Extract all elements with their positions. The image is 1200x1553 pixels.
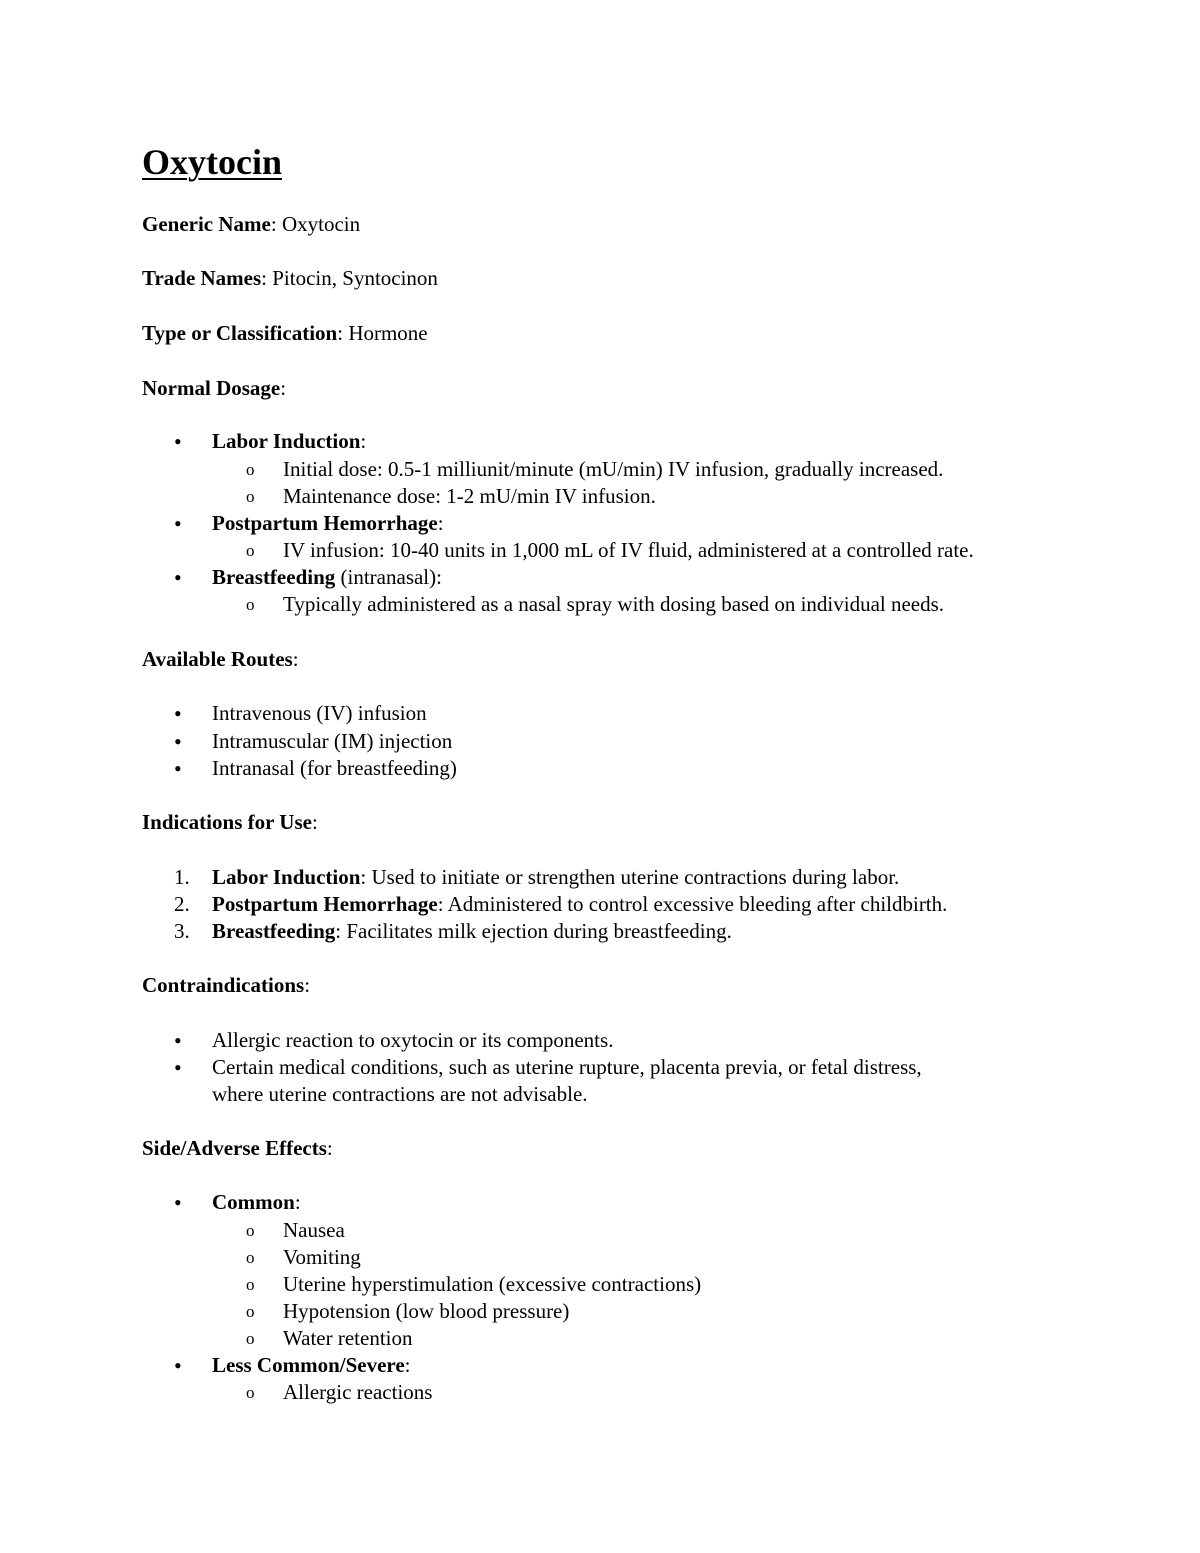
dosage-labor-subitem: Initial dose: 0.5-1 milliunit/minute (mU/min) IV infusion, gradually increased.: [283, 457, 944, 481]
circle-bullet-icon: o: [246, 487, 255, 506]
circle-bullet-icon: o: [246, 1302, 255, 1321]
classification-label: Type or Classification: [142, 321, 338, 345]
bullet-icon: •: [174, 1190, 182, 1215]
dosage-breastfeeding-subitem: Typically administered as a nasal spray with dosing based on individual needs.: [283, 592, 945, 616]
indications-heading: Indications for Use:: [142, 810, 318, 834]
list-number: 2.: [174, 892, 190, 916]
contraindication-item-continued: where uterine contractions are not advisable.: [212, 1082, 588, 1106]
bullet-icon: •: [174, 1353, 182, 1378]
routes-heading: Available Routes:: [142, 647, 299, 671]
effect-subitem: Hypotension (low blood pressure): [283, 1299, 570, 1323]
route-item: Intranasal (for breastfeeding): [212, 756, 457, 780]
list-number: 3.: [174, 919, 190, 943]
dosage-heading: Normal Dosage:: [142, 376, 287, 400]
effects-severe-item: Less Common/Severe:: [212, 1353, 411, 1377]
trade-names-label: Trade Names: [142, 266, 262, 290]
trade-names-value: : Pitocin, Syntocinon: [261, 266, 438, 290]
bullet-icon: •: [174, 429, 182, 454]
circle-bullet-icon: o: [246, 460, 255, 479]
contraindication-item: Certain medical conditions, such as uterine rupture, placenta previa, or fetal distress,: [212, 1055, 922, 1079]
circle-bullet-icon: o: [246, 1329, 255, 1348]
circle-bullet-icon: o: [246, 541, 255, 560]
circle-bullet-icon: o: [246, 1383, 255, 1402]
bullet-icon: •: [174, 729, 182, 754]
bullet-icon: •: [174, 756, 182, 781]
indication-item: Labor Induction: Used to initiate or strengthen uterine contractions during labor.: [212, 865, 900, 889]
generic-name-line: [142, 211, 360, 238]
classification-line: [142, 320, 428, 347]
circle-bullet-icon: o: [246, 1248, 255, 1267]
effect-subitem: Vomiting: [283, 1245, 361, 1269]
route-item: Intramuscular (IM) injection: [212, 729, 453, 753]
circle-bullet-icon: o: [246, 595, 255, 614]
route-item: Intravenous (IV) infusion: [212, 701, 427, 725]
bullet-icon: •: [174, 511, 182, 536]
circle-bullet-icon: o: [246, 1221, 255, 1240]
classification-value: : Hormone: [337, 321, 428, 345]
dosage-postpartum-item: Postpartum Hemorrhage:: [212, 511, 444, 535]
bullet-icon: •: [174, 565, 182, 590]
effects-heading: Side/Adverse Effects:: [142, 1136, 333, 1160]
dosage-labor-item: Labor Induction:: [212, 429, 367, 453]
indication-item: Postpartum Hemorrhage: Administered to control excessive bleeding after childbirth.: [212, 892, 948, 916]
circle-bullet-icon: o: [246, 1275, 255, 1294]
effect-subitem: Uterine hyperstimulation (excessive contractions): [283, 1272, 702, 1296]
contraindications-heading: Contraindications:: [142, 973, 311, 997]
bullet-icon: •: [174, 701, 182, 726]
dosage-labor-subitem: Maintenance dose: 1-2 mU/min IV infusion.: [283, 484, 656, 508]
effects-common-item: Common:: [212, 1190, 301, 1214]
dosage-postpartum-subitem: IV infusion: 10-40 units in 1,000 mL of IV fluid, administered at a controlled rate.: [283, 538, 974, 562]
generic-name-label: Generic Name: [142, 212, 271, 236]
effect-subitem: Nausea: [283, 1218, 345, 1242]
list-number: 1.: [174, 865, 190, 889]
dosage-breastfeeding-item: Breastfeeding (intranasal):: [212, 565, 442, 589]
page-title: Oxytocin: [142, 142, 282, 182]
contraindication-item: Allergic reaction to oxytocin or its components.: [212, 1028, 614, 1052]
bullet-icon: •: [174, 1028, 182, 1053]
bullet-icon: •: [174, 1055, 182, 1080]
effect-subitem: Allergic reactions: [283, 1380, 433, 1404]
indication-item: Breastfeeding: Facilitates milk ejection during breastfeeding.: [212, 919, 732, 943]
effect-subitem: Water retention: [283, 1326, 413, 1350]
trade-names-line: [142, 265, 438, 292]
generic-name-value: : Oxytocin: [270, 212, 361, 236]
